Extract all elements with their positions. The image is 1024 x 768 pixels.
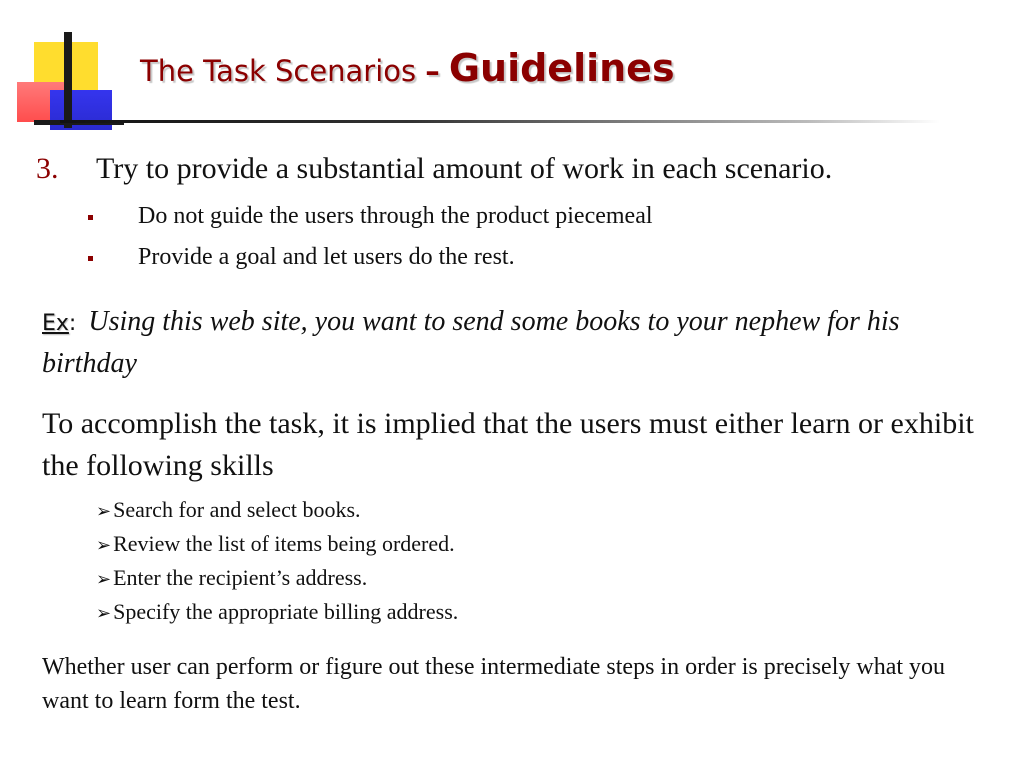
sub-point-text: Provide a goal and let users do the rest. <box>138 244 515 270</box>
slide-title <box>140 46 675 106</box>
sub-point-text: Do not guide the users through the product piecemeal <box>138 203 653 229</box>
skill-item <box>96 497 361 523</box>
arrow-bullet-icon: ➢ <box>96 603 112 624</box>
title-divider <box>60 120 940 123</box>
skill-text: Enter the recipient’s address. <box>113 565 368 590</box>
example-label: Ex <box>42 311 69 336</box>
title-part1: The Task Scenarios <box>140 54 417 88</box>
skill-item <box>96 565 367 591</box>
main-point <box>36 152 832 186</box>
skills-intro-paragraph: To accomplish the task, it is implied that the users must either learn or exhibit the following skills <box>42 407 974 482</box>
arrow-bullet-icon: ➢ <box>96 501 112 522</box>
logo-vertical-bar <box>64 32 72 128</box>
skill-item <box>96 531 455 557</box>
example-colon: : <box>68 311 77 336</box>
title-dash: – <box>425 54 440 88</box>
title-part2: Guidelines <box>448 46 675 90</box>
arrow-bullet-icon: ➢ <box>96 569 112 590</box>
point-number: 3. <box>36 152 59 185</box>
square-bullet-icon <box>88 215 93 220</box>
skill-item <box>96 599 458 625</box>
skill-text: Specify the appropriate billing address. <box>113 599 459 624</box>
skill-text: Review the list of items being ordered. <box>113 531 455 556</box>
arrow-bullet-icon: ➢ <box>96 535 112 556</box>
example-block <box>42 302 942 384</box>
logo <box>0 0 130 135</box>
square-bullet-icon <box>88 256 93 261</box>
skill-text: Search for and select books. <box>113 497 361 522</box>
example-text: Using this web site, you want to send some books to your nephew for his birthday <box>42 306 900 379</box>
closing-paragraph: Whether user can perform or figure out these intermediate steps in order is precisely what you want to learn form the test. <box>42 654 946 714</box>
point-text: Try to provide a substantial amount of work in each scenario. <box>96 152 833 185</box>
